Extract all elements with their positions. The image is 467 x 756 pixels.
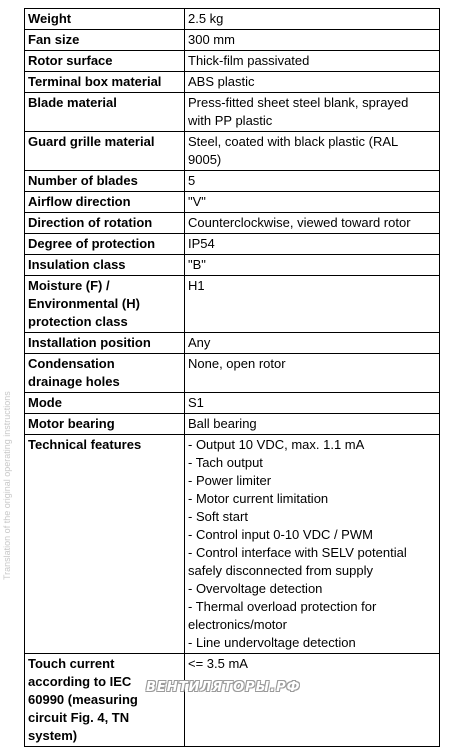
spec-value [185, 393, 440, 414]
spec-value [185, 255, 440, 276]
spec-value [185, 276, 440, 333]
spec-label-line: Guard grille material [28, 134, 155, 149]
spec-value [185, 234, 440, 255]
spec-label [25, 51, 185, 72]
spec-label-line: Touch current [28, 656, 115, 671]
spec-label-line: Moisture (F) / [28, 278, 110, 293]
spec-label-line: Condensation [28, 356, 115, 371]
spec-label-line: Insulation class [28, 257, 126, 272]
spec-label-line: Motor bearing [28, 416, 115, 431]
specification-table-body [25, 9, 440, 747]
spec-value [185, 9, 440, 30]
spec-row [25, 30, 440, 51]
spec-value-line: Press-fitted sheet steel blank, sprayed [188, 95, 409, 110]
spec-label-line: 60990 (measuring [28, 692, 138, 707]
spec-value-line: "V" [188, 194, 206, 209]
spec-label-line: Airflow direction [28, 194, 131, 209]
spec-label-line: Weight [28, 11, 72, 26]
spec-value-line: with PP plastic [188, 113, 273, 128]
spec-label [25, 414, 185, 435]
spec-value-line: electronics/motor [188, 617, 287, 632]
spec-label-line: Mode [28, 395, 62, 410]
spec-value-line: Counterclockwise, viewed toward rotor [188, 215, 411, 230]
spec-row [25, 414, 440, 435]
spec-label [25, 654, 185, 747]
spec-row [25, 654, 440, 747]
spec-value-line: "B" [188, 257, 206, 272]
spec-label-line: Rotor surface [28, 53, 113, 68]
spec-label [25, 72, 185, 93]
spec-label [25, 30, 185, 51]
spec-value [185, 51, 440, 72]
spec-value-line: Thick-film passivated [188, 53, 310, 68]
spec-value-line: safely disconnected from supply [188, 563, 373, 578]
spec-label [25, 93, 185, 132]
spec-label-line: Direction of rotation [28, 215, 153, 230]
spec-value-line: ABS plastic [188, 74, 255, 89]
spec-value [185, 354, 440, 393]
spec-value-line: 300 mm [188, 32, 235, 47]
spec-label-line: Degree of protection [28, 236, 156, 251]
spec-value-line: 5 [188, 173, 196, 188]
spec-label [25, 213, 185, 234]
spec-label [25, 192, 185, 213]
spec-label [25, 9, 185, 30]
spec-value [185, 132, 440, 171]
spec-value [185, 192, 440, 213]
spec-label [25, 393, 185, 414]
spec-label-line: Terminal box material [28, 74, 162, 89]
spec-value-line: S1 [188, 395, 204, 410]
watermark-logo: ВЕНТИЛЯТОРЫ.РФ [146, 680, 301, 695]
spec-label [25, 132, 185, 171]
spec-label-line: Technical features [28, 437, 142, 452]
spec-value-line: 9005) [188, 152, 222, 167]
spec-label-line: Environmental (H) [28, 296, 140, 311]
spec-value-line: Any [188, 335, 211, 350]
spec-value [185, 72, 440, 93]
spec-value [185, 435, 440, 654]
spec-value-line: - Line undervoltage detection [188, 635, 356, 650]
spec-label-line: drainage holes [28, 374, 120, 389]
spec-value [185, 414, 440, 435]
spec-label [25, 171, 185, 192]
spec-value-line: H1 [188, 278, 205, 293]
spec-value-line: - Tach output [188, 455, 263, 470]
spec-label-line: Fan size [28, 32, 80, 47]
spec-row [25, 234, 440, 255]
spec-label [25, 435, 185, 654]
spec-row [25, 171, 440, 192]
spec-row [25, 9, 440, 30]
spec-value [185, 93, 440, 132]
spec-label-line: circuit Fig. 4, TN [28, 710, 130, 725]
spec-value-line: - Thermal overload protection for [188, 599, 377, 614]
spec-value-line: - Motor current limitation [188, 491, 329, 506]
spec-value-line: Ball bearing [188, 416, 257, 431]
spec-label [25, 333, 185, 354]
spec-row [25, 132, 440, 171]
spec-value [185, 30, 440, 51]
spec-value [185, 213, 440, 234]
spec-row [25, 276, 440, 333]
spec-value-line: - Output 10 VDC, max. 1.1 mA [188, 437, 365, 452]
spec-row [25, 393, 440, 414]
spec-label-line: Number of blades [28, 173, 138, 188]
spec-label-line: Blade material [28, 95, 117, 110]
spec-label [25, 276, 185, 333]
spec-row [25, 435, 440, 654]
spec-label-line: system) [28, 728, 78, 743]
side-margin-note: Translation of the original operating instructions [2, 391, 12, 580]
spec-value-line: - Control interface with SELV potential [188, 545, 407, 560]
spec-value-line: - Soft start [188, 509, 248, 524]
spec-row [25, 93, 440, 132]
spec-value-line: 2.5 kg [188, 11, 224, 26]
spec-row [25, 192, 440, 213]
spec-row [25, 72, 440, 93]
spec-value-line: None, open rotor [188, 356, 286, 371]
spec-row [25, 354, 440, 393]
spec-value [185, 171, 440, 192]
spec-row [25, 255, 440, 276]
spec-label [25, 234, 185, 255]
spec-row [25, 213, 440, 234]
spec-label-line: Installation position [28, 335, 151, 350]
spec-value-line: - Control input 0-10 VDC / PWM [188, 527, 373, 542]
spec-value [185, 333, 440, 354]
spec-value-line: - Overvoltage detection [188, 581, 323, 596]
spec-value [185, 654, 440, 747]
spec-value-line: Steel, coated with black plastic (RAL [188, 134, 399, 149]
spec-label [25, 354, 185, 393]
spec-value-line: - Power limiter [188, 473, 272, 488]
spec-row [25, 333, 440, 354]
spec-value-line: IP54 [188, 236, 215, 251]
spec-label-line: protection class [28, 314, 128, 329]
specification-table [24, 8, 440, 747]
spec-row [25, 51, 440, 72]
spec-label-line: according to IEC [28, 674, 132, 689]
spec-label [25, 255, 185, 276]
spec-value-line: <= 3.5 mA [188, 656, 248, 671]
